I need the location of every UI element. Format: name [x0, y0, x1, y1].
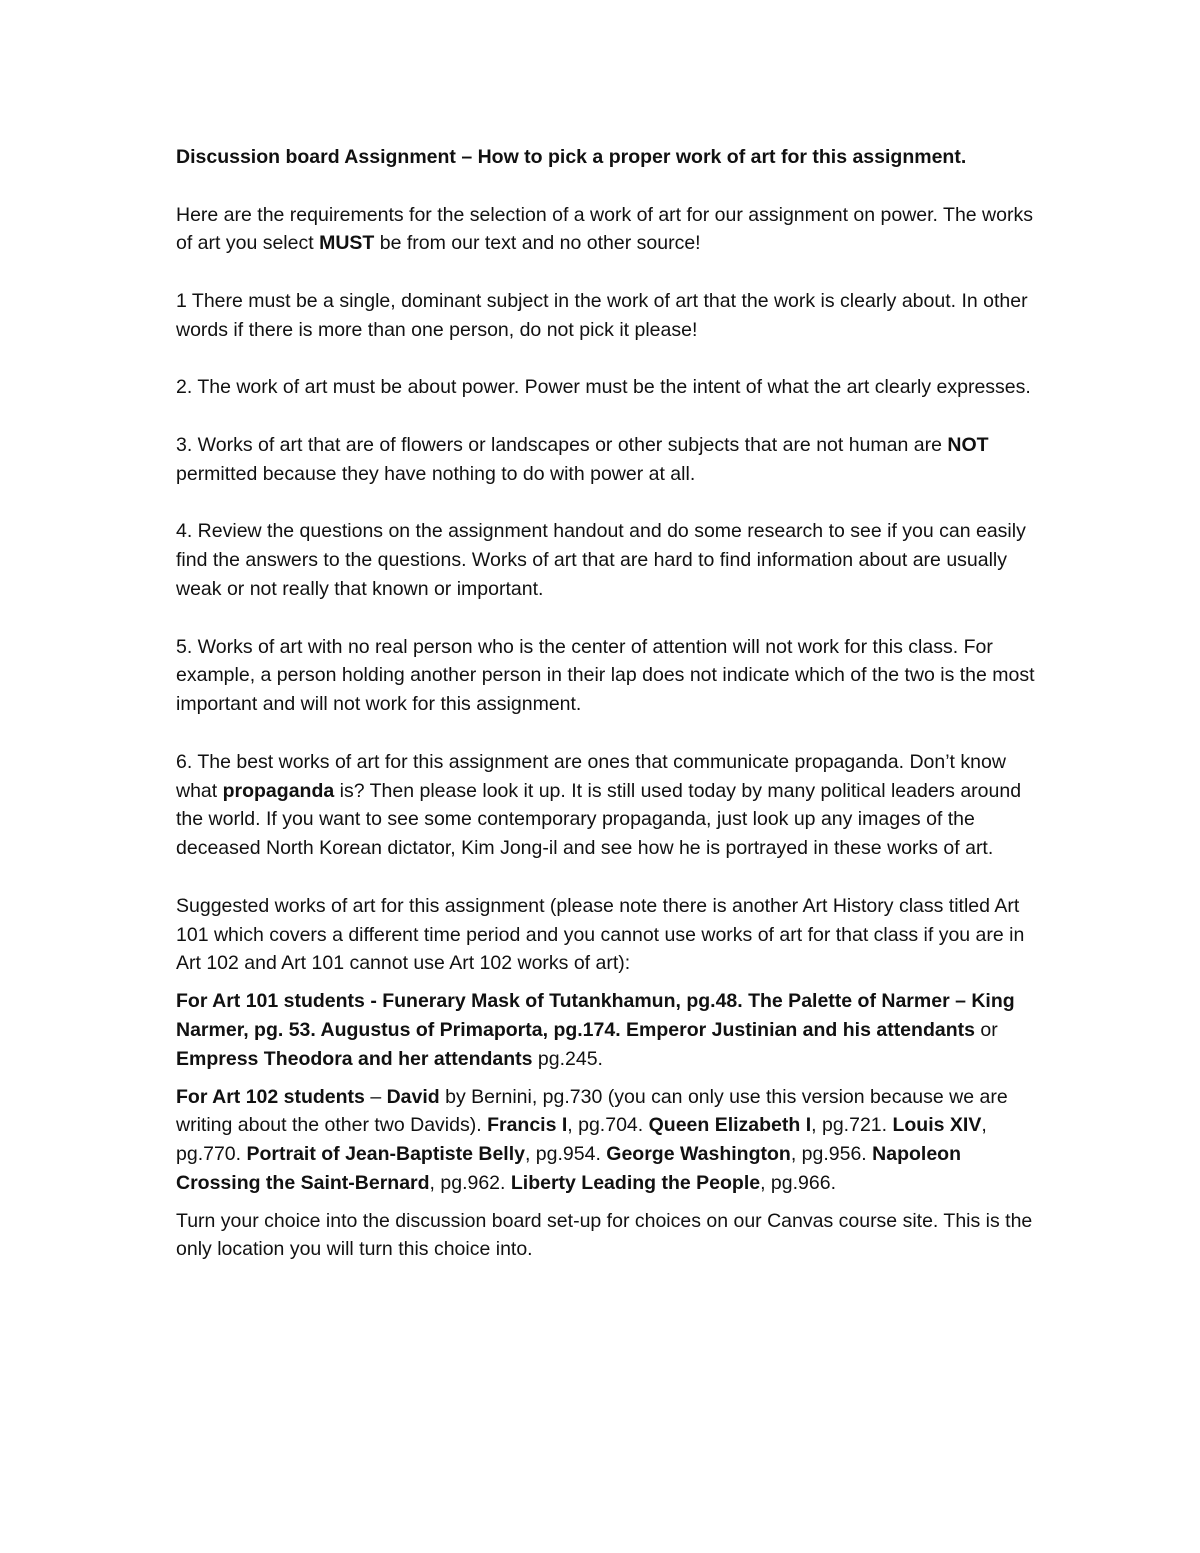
- suggested-works-intro: Suggested works of art for this assignment (please note there is another Art History class titled Art 101 which covers a different time period and you cannot use works of art for that class if you are in Art 102 and Art 101 cannot use Art 102 works of art):: [176, 894, 1025, 975]
- intro-text: Here are the requirements for the selection of a work of art for our assignment on power. The works of art you select: [176, 203, 1033, 255]
- requirement-3-emphasis: NOT: [947, 433, 989, 456]
- requirement-3-text-end: permitted because they have nothing to do with power at all.: [176, 462, 696, 485]
- art-102-work: George Washington: [606, 1143, 791, 1166]
- requirement-5: 5. Works of art with no real person who is the center of attention will not work for this class. For example, a person holding another person in their lap does not indicate which of the two is the most important and will not work for this assignment.: [176, 635, 1035, 716]
- art-102-work: Portrait of Jean-Baptiste Belly: [246, 1143, 525, 1166]
- art-102-text: , pg.956.: [790, 1143, 873, 1166]
- art-102-work: Liberty Leading the People: [510, 1171, 761, 1194]
- art-102-text: by Bernini, pg.730 (you can only use this version because we are writing about the other two Davids).: [176, 1085, 1008, 1137]
- requirement-6-text: 6. The best works of art for this assignment are ones that communicate propaganda. Don’t know what: [176, 750, 1006, 802]
- art-102-work: David: [386, 1085, 440, 1108]
- art-101-connector: or: [974, 1018, 998, 1041]
- requirement-1: 1 There must be a single, dominant subject in the work of art that the work is clearly about. In other words if there is more than one person, do not pick it please!: [176, 289, 1028, 341]
- requirement-6: [176, 748, 1036, 863]
- requirement-3-text: 3. Works of art that are of flowers or landscapes or other subjects that are not human are: [176, 433, 948, 456]
- requirement-2: 2. The work of art must be about power. Power must be the intent of what the art clearly expresses.: [176, 376, 1031, 399]
- art-102-text: –: [364, 1085, 387, 1108]
- intro-emphasis: MUST: [319, 232, 375, 255]
- requirement-6-emphasis: propaganda: [222, 779, 335, 802]
- art-101-page: pg.245.: [532, 1047, 603, 1070]
- art-102-text: , pg.721.: [811, 1114, 893, 1137]
- intro-text-end: be from our text and no other source!: [374, 232, 701, 255]
- art-102-text: , pg.704.: [567, 1114, 649, 1137]
- art-102-work: Louis XIV: [892, 1114, 982, 1137]
- requirement-6-text-end: is? Then please look it up. It is still used today by many political leaders around the world. If you want to see some contemporary propaganda, just look up any images of the deceased North Korean dictator, Kim Jong-il and see how he is portrayed in these works of art.: [176, 779, 1022, 860]
- intro-paragraph: [176, 201, 1036, 259]
- art-101-work-theodora: Empress Theodora and her attendants: [176, 1047, 533, 1070]
- art-102-heading: For Art 102 students: [176, 1085, 365, 1108]
- art-102-work: Francis I: [487, 1114, 568, 1137]
- art-102-text: , pg.966.: [760, 1171, 836, 1194]
- art-102-work: Napoleon Crossing the Saint-Bernard: [176, 1143, 961, 1194]
- art-102-text: , pg.770.: [176, 1114, 987, 1166]
- requirement-4: 4. Review the questions on the assignment handout and do some research to see if you can easily find the answers to the questions. Works of art that are hard to find information about are usually weak or not really that known or important.: [176, 520, 1026, 600]
- art-102-text: , pg.962.: [429, 1171, 511, 1194]
- requirement-3: [176, 431, 1036, 489]
- art-102-list: [176, 1083, 1036, 1198]
- art-102-text: , pg.954.: [524, 1143, 607, 1166]
- art-101-list: [176, 987, 1036, 1073]
- turn-in-instructions: Turn your choice into the discussion board set-up for choices on our Canvas course site. This is the only location you will turn this choice into.: [176, 1209, 1033, 1261]
- art-101-works: For Art 101 students - Funerary Mask of Tutankhamun, pg.48. The Palette of Narmer – King Narmer, pg. 53. Augustus of Primaporta, pg.174. Emperor Justinian and his attendants: [176, 990, 1015, 1041]
- document-page: [176, 143, 1036, 1293]
- document-title: Discussion board Assignment – How to pick a proper work of art for this assignment.: [176, 146, 967, 168]
- art-102-work: Queen Elizabeth I: [648, 1114, 812, 1137]
